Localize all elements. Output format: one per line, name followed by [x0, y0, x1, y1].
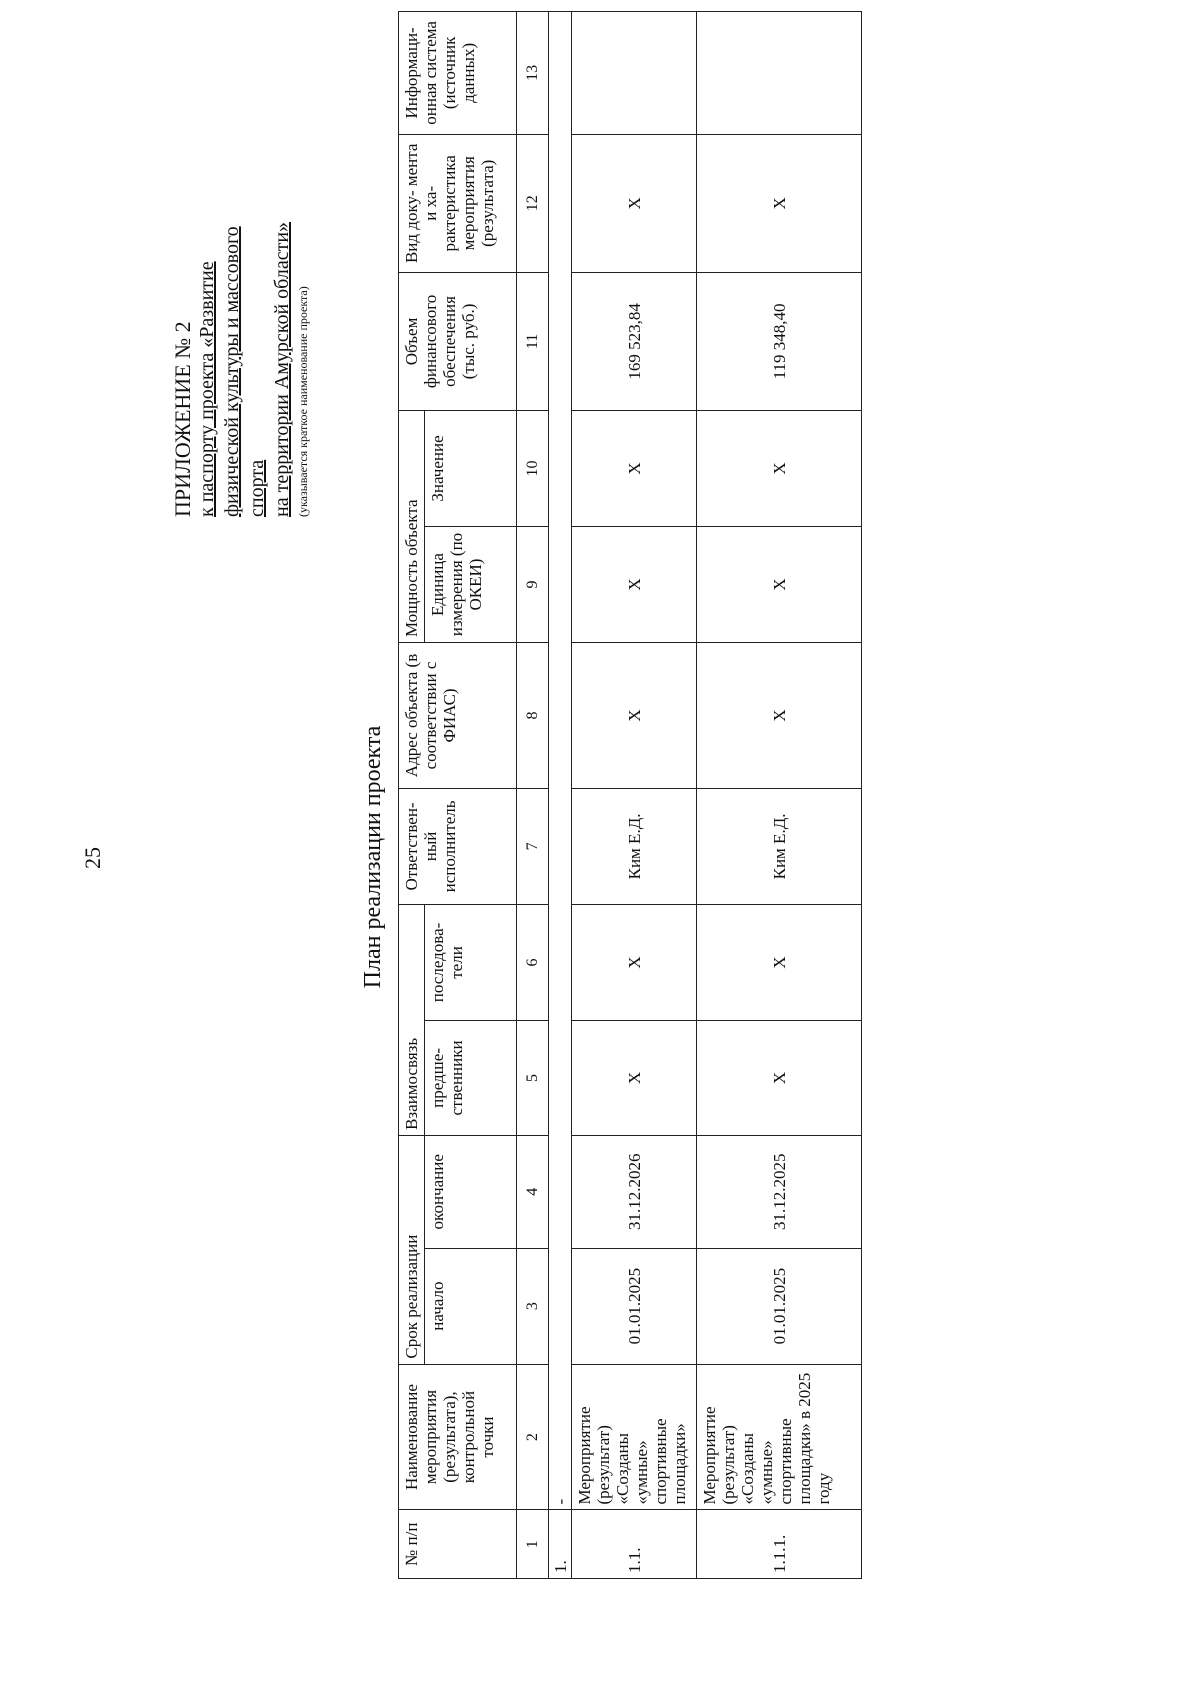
- column-number: 4: [517, 1135, 549, 1248]
- column-number: 12: [517, 134, 549, 272]
- header-doc-type: Вид доку- мента и ха- рактеристика мероприятия (результата): [399, 134, 517, 272]
- section-row: [549, 12, 572, 1579]
- row-num: 1.1.1.: [697, 1510, 862, 1579]
- column-number: 9: [517, 527, 549, 643]
- row-next: X: [697, 904, 862, 1020]
- header-cap-unit: Единица измерения (по ОКЕИ): [425, 527, 517, 643]
- appendix-title: ПРИЛОЖЕНИЕ № 2: [170, 321, 195, 517]
- row-num: 1.1.: [572, 1510, 697, 1579]
- header-term-end: окончание: [425, 1135, 517, 1248]
- header-term-start: начало: [425, 1248, 517, 1364]
- row-prev: X: [697, 1020, 862, 1135]
- column-number-row: [517, 12, 549, 1579]
- header-rel-next: последова- тели: [425, 904, 517, 1020]
- row-end: 31.12.2026: [572, 1135, 697, 1248]
- section-name: -: [549, 12, 572, 1511]
- column-number: 7: [517, 788, 549, 904]
- column-number: 11: [517, 272, 549, 410]
- row-start: 01.01.2025: [697, 1248, 862, 1364]
- column-number: 13: [517, 12, 549, 135]
- row-info-system: [697, 12, 862, 135]
- plan-table: [398, 11, 862, 1579]
- column-number: 1: [517, 1510, 549, 1579]
- column-number: 2: [517, 1364, 549, 1510]
- column-number: 3: [517, 1248, 549, 1364]
- row-unit: X: [697, 527, 862, 643]
- row-start: 01.01.2025: [572, 1248, 697, 1364]
- row-info-system: [572, 12, 697, 135]
- header-finance: Объем финансового обеспечения (тыс. руб.): [399, 272, 517, 410]
- appendix-note: (указывается краткое наименование проекта): [296, 286, 310, 517]
- header-address: Адрес объекта (в соответствии с ФИАС): [399, 643, 517, 789]
- row-doc-type: X: [572, 134, 697, 272]
- row-value: X: [697, 410, 862, 526]
- row-responsible: Ким Е.Д.: [572, 788, 697, 904]
- row-address: X: [697, 643, 862, 789]
- row-responsible: Ким Е.Д.: [697, 788, 862, 904]
- header-rel-prev: предше- ственники: [425, 1020, 517, 1135]
- header-num: № п/п: [399, 1510, 517, 1579]
- appendix-line-4: на территории Амурской области»: [271, 221, 293, 517]
- appendix-line-1: к паспорту проекта «Развитие: [196, 261, 218, 517]
- row-doc-type: X: [697, 134, 862, 272]
- page-number: 25: [80, 847, 105, 869]
- row-next: X: [572, 904, 697, 1020]
- row-finance: 119 348,40: [697, 272, 862, 410]
- header-row-1: [399, 12, 425, 1579]
- column-number: 6: [517, 904, 549, 1020]
- row-finance: 169 523,84: [572, 272, 697, 410]
- header-capacity: Мощность объекта: [399, 410, 425, 642]
- appendix-block: [170, 87, 311, 517]
- table-row: [572, 12, 697, 1579]
- column-number: 8: [517, 643, 549, 789]
- row-name: Мероприятие (результат) «Созданы «умные» спортивные площадки»: [572, 1364, 697, 1510]
- header-term: Срок реализации: [399, 1135, 425, 1364]
- row-address: X: [572, 643, 697, 789]
- header-relation: Взаимосвязь: [399, 904, 425, 1135]
- row-value: X: [572, 410, 697, 526]
- header-cap-value: Значение: [425, 410, 517, 526]
- section-num: 1.: [549, 1510, 572, 1579]
- header-name: Наименование мероприятия (результата), контрольной точки: [399, 1364, 517, 1510]
- table-row: [697, 12, 862, 1579]
- header-responsible: Ответствен- ный исполнитель: [399, 788, 517, 904]
- column-number: 10: [517, 410, 549, 526]
- column-number: 5: [517, 1020, 549, 1135]
- appendix-line-3: спорта: [246, 459, 268, 517]
- header-info-system: Информаци- онная система (источник данных): [399, 12, 517, 135]
- plan-title: План реализации проекта: [360, 725, 386, 989]
- row-end: 31.12.2025: [697, 1135, 862, 1248]
- row-prev: X: [572, 1020, 697, 1135]
- row-name: Мероприятие (результат) «Созданы «умные» спортивные площадки» в 2025 году: [697, 1364, 862, 1510]
- row-unit: X: [572, 527, 697, 643]
- appendix-line-2: физической культуры и массового: [221, 226, 243, 517]
